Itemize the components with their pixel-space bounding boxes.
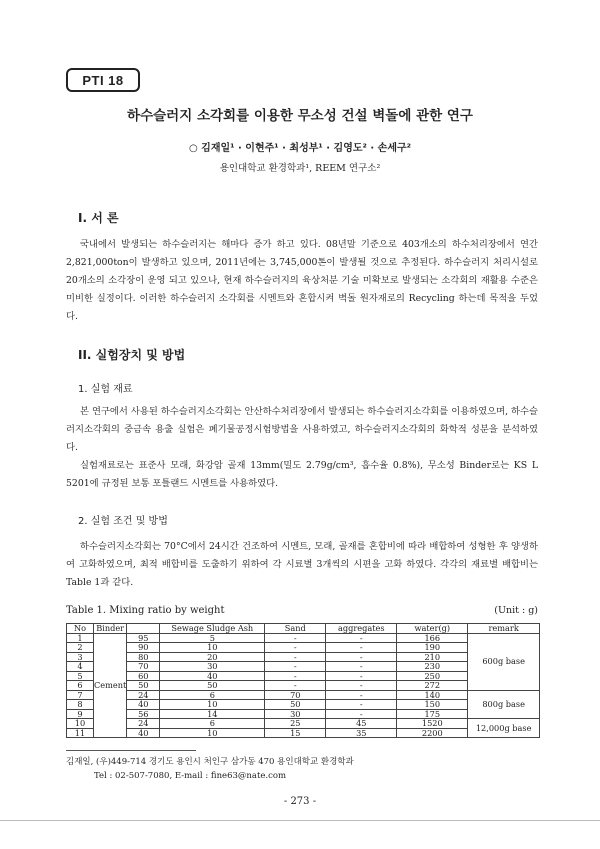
cell-aggregates: - [326,681,397,691]
cell-water: 230 [397,662,468,672]
cell-aggregates: - [326,643,397,653]
footnote-contact: Tel : 02-507-7080, E-mail : fine63@nate.com [94,771,287,781]
cell-sand: - [265,671,326,681]
cell-no: 3 [67,652,94,662]
cell-binder: 90 [127,643,160,653]
cell-binder: 40 [127,728,160,738]
cell-binder: 24 [127,719,160,729]
footnote [66,755,354,783]
col-header-aggregates: aggregates [326,624,397,634]
cell-binder-name: Cement [94,633,127,738]
materials-text-1: 본 연구에서 사용된 하수슬러지소각회는 안산하수처리장에서 발생되는 하수슬러지소각회를 이용하였으며, 하수슬러지소각회의 중금속 용출 실험은 폐기물공정시험방법을 사용하였고, 하수슬러지소각회의 화학적 성분을 분석하였다. [66,406,538,453]
cell-sand: 25 [265,719,326,729]
intro-text: 국내에서 발생되는 하수슬러지는 해마다 증가 하고 있다. 08년말 기준으로 403개소의 하수처리장에서 연간 2,821,000ton이 발생하고 있으며, 2011년에는 3,745,000톤이 발생될 것으로 추정된다. 하수슬러지 처리시설로 20개소의 소각장이 운영 되고 있으나, 현재 하수슬러지의 육상처분 기술 미확보로 발생되는 소각회의 재활용 수준은 미비한 실정이다. 이러한 하수슬러지 소각회를 시멘트와 혼합시켜 벽돌 원자재로의 Recycling 하는데 목적을 두었다. [66,239,538,322]
cell-ash: 10 [160,728,265,738]
cell-ash: 40 [160,671,265,681]
col-header-water: water(g) [397,624,468,634]
materials-heading: 1. 실험 재료 [78,384,133,395]
paper-id-badge: PTI 18 [66,68,140,92]
cell-sand: 30 [265,709,326,719]
page-bottom-rule [0,820,600,821]
cell-water: 250 [397,671,468,681]
cell-ash: 50 [160,681,265,691]
table-unit: (Unit : g) [494,605,538,616]
footnote-divider [66,750,196,751]
author-list: ○ 김재일¹ · 이현주¹ · 최성부¹ · 김영도² · 손세구² [188,143,412,154]
col-header-binder-amount [127,624,160,634]
methods-heading: II. 실험장치 및 방법 [78,348,186,362]
cell-aggregates: 45 [326,719,397,729]
intro-heading: I. 서 론 [78,211,119,225]
table-header-row [67,624,540,634]
col-header-binder: Binder [94,624,127,634]
cell-sand: 70 [265,690,326,700]
table-caption: Table 1. Mixing ratio by weight [66,605,225,616]
cell-sand: - [265,633,326,643]
cell-water: 190 [397,643,468,653]
intro-paragraph [66,236,538,326]
cell-sand: - [265,681,326,691]
affiliation: 용인대학교 환경학과¹, REEM 연구소² [219,163,381,174]
cell-water: 175 [397,709,468,719]
materials-paragraph [66,403,538,493]
cell-ash: 20 [160,652,265,662]
mixing-ratio-table [66,623,540,738]
col-header-no: No [67,624,94,634]
cell-sand: - [265,643,326,653]
cell-no: 9 [67,709,94,719]
cell-no: 1 [67,633,94,643]
cell-sand: - [265,652,326,662]
cell-ash: 10 [160,643,265,653]
col-header-remark: remark [468,624,540,634]
cell-binder: 70 [127,662,160,672]
cell-binder: 40 [127,700,160,710]
cell-aggregates: - [326,690,397,700]
cell-binder: 80 [127,652,160,662]
cell-aggregates: - [326,652,397,662]
cell-binder: 95 [127,633,160,643]
cell-ash: 30 [160,662,265,672]
cell-remark: 800g base [468,690,540,719]
materials-text-2: 실험재료로는 표준사 모래, 화강암 골재 13mm(밀도 2.79g/cm³, 흡수율 0.8%), 무소성 Binder로는 KS L 5201에 규정된 보통 포틀랜드 시멘트를 사용하였다. [66,460,538,489]
paper-title: 하수슬러지 소각회를 이용한 무소성 건설 벽돌에 관한 연구 [127,108,473,124]
cell-ash: 5 [160,633,265,643]
cell-no: 7 [67,690,94,700]
cell-no: 6 [67,681,94,691]
conditions-text: 하수슬러지소각회는 70°C에서 24시간 건조하여 시멘트, 모래, 골재를 혼합비에 따라 배합하여 성형한 후 양생하여 고화하였으며, 최적 배합비를 도출하기 위하여 각 시료별 3개씩의 시편을 고화 하였다. 각각의 재료별 배합비는 Table 1과 같다. [66,541,538,588]
cell-aggregates: - [326,709,397,719]
cell-sand: 15 [265,728,326,738]
conditions-heading: 2. 실험 조건 및 방법 [78,516,168,527]
cell-water: 150 [397,700,468,710]
cell-ash: 6 [160,690,265,700]
col-header-ash: Sewage Sludge Ash [160,624,265,634]
cell-water: 166 [397,633,468,643]
cell-no: 8 [67,700,94,710]
cell-water: 140 [397,690,468,700]
col-header-sand: Sand [265,624,326,634]
cell-binder: 24 [127,690,160,700]
cell-no: 2 [67,643,94,653]
cell-no: 10 [67,719,94,729]
cell-remark: 600g base [468,633,540,690]
cell-no: 5 [67,671,94,681]
cell-binder: 60 [127,671,160,681]
cell-ash: 10 [160,700,265,710]
conditions-paragraph [66,538,538,592]
cell-ash: 6 [160,719,265,729]
cell-water: 1520 [397,719,468,729]
cell-remark: 12,000g base [468,719,540,738]
cell-aggregates: - [326,633,397,643]
cell-sand: - [265,662,326,672]
table-row [67,719,540,729]
cell-aggregates: - [326,662,397,672]
cell-water: 272 [397,681,468,691]
cell-no: 11 [67,728,94,738]
cell-ash: 14 [160,709,265,719]
cell-binder: 56 [127,709,160,719]
footnote-address: 김재일, (우)449-714 경기도 용인시 처인구 삼가동 470 용인대학교 환경학과 [66,757,354,767]
cell-water: 2200 [397,728,468,738]
cell-aggregates: 35 [326,728,397,738]
cell-sand: 50 [265,700,326,710]
cell-water: 210 [397,652,468,662]
cell-aggregates: - [326,671,397,681]
cell-binder: 50 [127,681,160,691]
cell-no: 4 [67,662,94,672]
cell-aggregates: - [326,700,397,710]
page-number: - 273 - [283,796,317,807]
